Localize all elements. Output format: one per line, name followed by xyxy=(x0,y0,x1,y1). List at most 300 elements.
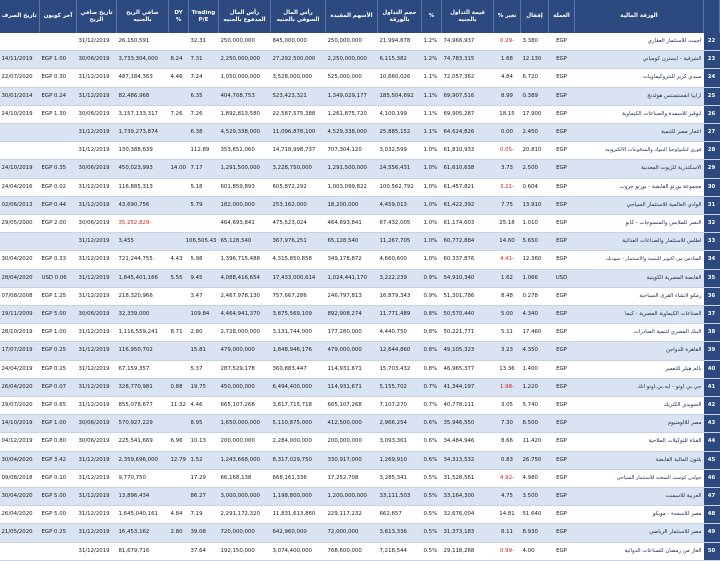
currency: EGP xyxy=(549,451,575,469)
close-price: 17.460 xyxy=(521,324,549,342)
trading-volume: 16,879,343 xyxy=(378,287,422,305)
last-coupon: EGP 0.44 xyxy=(40,196,77,214)
trading-volume: 100,562,792 xyxy=(378,178,422,196)
currency: EGP xyxy=(549,415,575,433)
row-number: 26 xyxy=(704,105,720,123)
dividend-yield xyxy=(169,124,189,142)
table-row xyxy=(0,215,720,233)
trading-volume: 5,155,702 xyxy=(378,378,422,396)
trading-value: 49,105,323 xyxy=(442,342,494,360)
trading-value: 32,676,004 xyxy=(442,506,494,524)
table-row xyxy=(0,142,720,160)
security-name: القناة للتوكيلات الملاحية xyxy=(575,433,704,451)
security-name: جولدن كوست السخنة للاستثمار السياحي xyxy=(575,469,704,487)
market-share-percent: 1.0% xyxy=(422,233,442,251)
currency: EGP xyxy=(549,142,575,160)
listed-shares: 479,000,000 xyxy=(326,342,378,360)
table-row xyxy=(0,397,720,415)
close-price: 1.066 xyxy=(521,269,549,287)
security-name: القابضة المصرية الكويتية xyxy=(575,269,704,287)
security-name: الشرقية - ايسترن كومباني xyxy=(575,51,704,69)
net-profit: 225,541,669 xyxy=(117,433,169,451)
dividend-yield xyxy=(169,306,189,324)
table-row xyxy=(0,378,720,396)
trading-volume: 6,115,382 xyxy=(378,51,422,69)
currency: EGP xyxy=(549,33,575,51)
paid-capital: 192,150,000 xyxy=(219,542,271,560)
close-price: 1.010 xyxy=(521,215,549,233)
listed-shares: 250,000,000 xyxy=(326,33,378,51)
net-profit: 1,645,040,161 xyxy=(117,506,169,524)
trading-volume: 21,994,678 xyxy=(378,33,422,51)
table-row xyxy=(0,124,720,142)
listed-shares: 525,000,000 xyxy=(326,69,378,87)
security-name: مصر للاستثمار الرياضي xyxy=(575,524,704,542)
trading-value: 35,946,550 xyxy=(442,415,494,433)
payment-date: 30/04/2020 xyxy=(0,251,40,269)
security-name: بالم هيلز للتعمير xyxy=(575,360,704,378)
listed-shares: 1,200,000,000 xyxy=(326,488,378,506)
market-share-percent: 1.1% xyxy=(422,69,442,87)
market-share-percent: 0.8% xyxy=(422,360,442,378)
change-percent: 8.66 xyxy=(494,433,521,451)
trading-pe xyxy=(189,215,219,233)
net-profit-date-header: تاريخ صافي الربح xyxy=(77,0,117,33)
currency: EGP xyxy=(549,233,575,251)
market-share-percent: 0.5% xyxy=(422,542,442,560)
listed-shares: 707,304,120 xyxy=(326,142,378,160)
net-profit: -35,252,829 xyxy=(117,215,169,233)
net-profit-date: 31/12/2019 xyxy=(77,378,117,396)
paid-capital: 1,050,000,000 xyxy=(219,69,271,87)
change-percent: 3.73 xyxy=(494,160,521,178)
row-number: 37 xyxy=(704,306,720,324)
listed-shares: 464,693,841 xyxy=(326,215,378,233)
close-price: 12.130 xyxy=(521,51,549,69)
payment-date: 09/08/2018 xyxy=(0,469,40,487)
net-profit-date: 31/12/2019 xyxy=(77,178,117,196)
table-row xyxy=(0,433,720,451)
last-coupon: EGP 0.33 xyxy=(40,251,77,269)
listed-shares: 1,024,441,170 xyxy=(326,269,378,287)
table-row xyxy=(0,342,720,360)
market-share-percent: 0.7% xyxy=(422,378,442,396)
payment-date: 17/07/2019 xyxy=(0,342,40,360)
paid-capital: 2,467,978,130 xyxy=(219,287,271,305)
security-name: جي بي اوتو - ايه.بي.اوتو انك xyxy=(575,378,704,396)
market-cap: 11,096,878,100 xyxy=(271,124,326,142)
trading-pe: 7.17 xyxy=(189,160,219,178)
last-coupon: EGP 0.24 xyxy=(40,87,77,105)
payment-date: 24/10/2019 xyxy=(0,160,40,178)
header-row xyxy=(0,0,720,33)
market-cap: 845,000,000 xyxy=(271,33,326,51)
trading-value-header: قيمة التداول بالجنيه xyxy=(442,0,494,33)
paid-capital: 4,529,338,000 xyxy=(219,124,271,142)
currency: EGP xyxy=(549,287,575,305)
currency: EGP xyxy=(549,324,575,342)
security-name: اعمار مصر للتنمية xyxy=(575,124,704,142)
paid-capital: 601,859,893 xyxy=(219,178,271,196)
security-name: الوادي العالمية للاستثمار السياحي xyxy=(575,196,704,214)
currency: EGP xyxy=(549,196,575,214)
close-price: 11.420 xyxy=(521,433,549,451)
dividend-yield: 8.71 xyxy=(169,324,189,342)
trading-volume: 10,660,026 xyxy=(378,69,422,87)
close-price: 5.650 xyxy=(521,233,549,251)
trading-value: 34,484,946 xyxy=(442,433,494,451)
payment-date: 14/11/2019 xyxy=(0,51,40,69)
listed-shares: 177,280,000 xyxy=(326,324,378,342)
net-profit: 13,896,434 xyxy=(117,488,169,506)
trading-volume-header: حجم التداول بالورقة xyxy=(378,0,422,33)
currency: EGP xyxy=(549,360,575,378)
market-cap: 757,667,286 xyxy=(271,287,326,305)
paid-capital: 1,243,668,000 xyxy=(219,451,271,469)
net-profit: 26,150,591 xyxy=(117,33,169,51)
change-percent: 18.15 xyxy=(494,105,521,123)
trading-value: 61,810,933 xyxy=(442,142,494,160)
net-profit: 116,885,313 xyxy=(117,178,169,196)
trading-value: 61,174,603 xyxy=(442,215,494,233)
trading-pe: 7.31 xyxy=(189,51,219,69)
listed-shares: 768,600,000 xyxy=(326,542,378,560)
market-cap: 2,284,000,000 xyxy=(271,433,326,451)
trading-value: 41,344,197 xyxy=(442,378,494,396)
change-percent: 14.60 xyxy=(494,233,521,251)
trading-pe: 8.95 xyxy=(189,415,219,433)
dividend-yield: 14.00 xyxy=(169,160,189,178)
net-profit-header: صافي الربح بالجنيه xyxy=(117,0,169,33)
table-row xyxy=(0,51,720,69)
trading-value: 74,783,315 xyxy=(442,51,494,69)
market-share-percent: 0.9% xyxy=(422,269,442,287)
close-price: 0.389 xyxy=(521,87,549,105)
row-number: 38 xyxy=(704,324,720,342)
trading-pe: 9.45 xyxy=(189,269,219,287)
security-name-header: الورقة المالية xyxy=(575,0,704,33)
dividend-yield: 0.88 xyxy=(169,378,189,396)
trading-value: 72,057,362 xyxy=(442,69,494,87)
row-number: 44 xyxy=(704,433,720,451)
row-number: 22 xyxy=(704,33,720,51)
net-profit: 82,486,968 xyxy=(117,87,169,105)
trading-value: 50,221,771 xyxy=(442,324,494,342)
dividend-yield xyxy=(169,287,189,305)
listed-shares-header: الأسهم المقيدة xyxy=(326,0,378,33)
security-name: اجيبت للاستثمار العقاري xyxy=(575,33,704,51)
net-profit-date: 30/06/2019 xyxy=(77,51,117,69)
payment-date: 28/10/2019 xyxy=(0,324,40,342)
market-share-percent: 0.5% xyxy=(422,506,442,524)
listed-shares: 1,261,875,720 xyxy=(326,105,378,123)
trading-volume: 15,703,432 xyxy=(378,360,422,378)
listed-shares: 114,931,671 xyxy=(326,378,378,396)
trading-volume: 33,111,503 xyxy=(378,488,422,506)
trading-volume: 24,556,431 xyxy=(378,160,422,178)
dividend-yield xyxy=(169,215,189,233)
market-share-percent: 1.0% xyxy=(422,196,442,214)
dividend-yield: 2.80 xyxy=(169,524,189,542)
security-name: مصر للاسمدة - موبكو xyxy=(575,506,704,524)
change-percent: 5.11 xyxy=(494,324,521,342)
payment-date: 02/06/2013 xyxy=(0,196,40,214)
change-percent: 8.99 xyxy=(494,87,521,105)
close-price: 2.450 xyxy=(521,124,549,142)
paid-capital: 182,000,000 xyxy=(219,196,271,214)
security-name: النصر للملابس والمنسوجات - كابو xyxy=(575,215,704,233)
payment-date: 19/11/2009 xyxy=(0,306,40,324)
trading-volume: 3,613,336 xyxy=(378,524,422,542)
currency: EGP xyxy=(549,215,575,233)
row-number: 40 xyxy=(704,360,720,378)
row-number: 25 xyxy=(704,87,720,105)
trading-pe: 6.35 xyxy=(189,87,219,105)
market-cap: 1,848,946,176 xyxy=(271,342,326,360)
dividend-yield xyxy=(169,142,189,160)
close-price: 13.910 xyxy=(521,196,549,214)
close-price: 8.500 xyxy=(521,415,549,433)
net-profit: 570,927,229 xyxy=(117,415,169,433)
table-row xyxy=(0,160,720,178)
dividend-yield xyxy=(169,542,189,560)
last-coupon: EGP 0.10 xyxy=(40,469,77,487)
market-cap: 367,976,251 xyxy=(271,233,326,251)
trading-value: 40,778,111 xyxy=(442,397,494,415)
close-price: 4.350 xyxy=(521,342,549,360)
dividend-yield-header: DY % xyxy=(169,0,189,33)
net-profit: 9,770,750 xyxy=(117,469,169,487)
trading-volume: 3,032,599 xyxy=(378,142,422,160)
trading-volume: 7,218,544 xyxy=(378,542,422,560)
change-percent: 0.00 xyxy=(494,124,521,142)
trading-value: 31,528,561 xyxy=(442,469,494,487)
trading-pe: 5.37 xyxy=(189,360,219,378)
market-cap: 3,131,744,000 xyxy=(271,324,326,342)
last-coupon: USD 0.06 xyxy=(40,269,77,287)
close-header: إقفال xyxy=(521,0,549,33)
net-profit-date: 31/12/2019 xyxy=(77,196,117,214)
net-profit-date: 31/12/2019 xyxy=(77,269,117,287)
paid-capital: 353,652,060 xyxy=(219,142,271,160)
paid-capital: 4,088,416,654 xyxy=(219,269,271,287)
payment-date: 24/04/2019 xyxy=(0,360,40,378)
net-profit-date: 30/06/2019 xyxy=(77,160,117,178)
net-profit-date: 31/12/2019 xyxy=(77,506,117,524)
net-profit-date: 30/06/2019 xyxy=(77,215,117,233)
trading-pe: 5.98 xyxy=(189,251,219,269)
listed-shares: 229,117,232 xyxy=(326,506,378,524)
last-coupon: EGP 0.80 xyxy=(40,433,77,451)
trading-value: 61,457,821 xyxy=(442,178,494,196)
paid-capital: 200,000,000 xyxy=(219,433,271,451)
market-share-percent: 0.7% xyxy=(422,397,442,415)
listed-shares: 892,908,274 xyxy=(326,306,378,324)
payment-date: 26/04/2020 xyxy=(0,506,40,524)
close-price: 51.640 xyxy=(521,506,549,524)
currency: EGP xyxy=(549,488,575,506)
market-share-percent: 0.8% xyxy=(422,342,442,360)
market-share-percent: 1.0% xyxy=(422,251,442,269)
dividend-yield: 4.46 xyxy=(169,69,189,87)
dividend-yield: 8.24 xyxy=(169,51,189,69)
security-name: السادس من اكتوبر للتنمية والاستثمار - سوديك xyxy=(575,251,704,269)
last-coupon-header: آخر كوبون xyxy=(40,0,77,33)
market-cap: 5,110,875,000 xyxy=(271,415,326,433)
table-row xyxy=(0,178,720,196)
listed-shares: 4,529,338,000 xyxy=(326,124,378,142)
table-row xyxy=(0,196,720,214)
paid-capital: 464,693,841 xyxy=(219,215,271,233)
payment-date: 22/07/2020 xyxy=(0,69,40,87)
trading-volume: 3,093,361 xyxy=(378,433,422,451)
paid-capital-header: رأس المال المدفوع بالجنيه xyxy=(219,0,271,33)
market-cap: 668,161,336 xyxy=(271,469,326,487)
trading-value: 31,373,183 xyxy=(442,524,494,542)
table-row xyxy=(0,233,720,251)
trading-value: 74,966,937 xyxy=(442,33,494,51)
change-percent-header: تغير % xyxy=(494,0,521,33)
trading-volume: 185,504,692 xyxy=(378,87,422,105)
dividend-yield: 11.32 xyxy=(169,397,189,415)
trading-volume: 4,459,013 xyxy=(378,196,422,214)
payment-date: 04/12/2019 xyxy=(0,433,40,451)
market-cap: 8,317,029,750 xyxy=(271,451,326,469)
net-profit-date: 31/12/2019 xyxy=(77,251,117,269)
payment-date: 07/08/2008 xyxy=(0,287,40,305)
close-price: 1.400 xyxy=(521,360,549,378)
net-profit-date: 31/12/2019 xyxy=(77,451,117,469)
close-price: 1.220 xyxy=(521,378,549,396)
listed-shares: 349,178,872 xyxy=(326,251,378,269)
market-share-percent: 0.6% xyxy=(422,451,442,469)
paid-capital: 479,000,000 xyxy=(219,342,271,360)
listed-shares: 665,107,268 xyxy=(326,397,378,415)
last-coupon: EGP 0.35 xyxy=(40,160,77,178)
trading-pe: 5.18 xyxy=(189,178,219,196)
dividend-yield xyxy=(169,360,189,378)
row-number: 47 xyxy=(704,488,720,506)
trading-pe: 5.79 xyxy=(189,196,219,214)
market-cap: 17,433,000,614 xyxy=(271,269,326,287)
last-coupon: EGP 0.25 xyxy=(40,360,77,378)
dividend-yield: 7.26 xyxy=(169,105,189,123)
security-name: العربية للاسمنت xyxy=(575,488,704,506)
net-profit: 721,244,755 xyxy=(117,251,169,269)
net-profit-date: 31/12/2019 xyxy=(77,524,117,542)
market-cap: 27,292,500,000 xyxy=(271,51,326,69)
trading-value: 60,337,876 xyxy=(442,251,494,269)
trading-pe: 7.26 xyxy=(189,105,219,123)
net-profit-date: 30/06/2019 xyxy=(77,415,117,433)
trading-pe: 39.08 xyxy=(189,524,219,542)
change-percent: -0.29 xyxy=(494,33,521,51)
dividend-yield xyxy=(169,342,189,360)
close-price: 5.740 xyxy=(521,397,549,415)
table-row xyxy=(0,287,720,305)
net-profit: 32,339,000 xyxy=(117,306,169,324)
paid-capital: 2,728,000,000 xyxy=(219,324,271,342)
close-price: 4.980 xyxy=(521,469,549,487)
net-profit-date: 31/12/2019 xyxy=(77,142,117,160)
currency: EGP xyxy=(549,87,575,105)
trading-pe: 106,505.43 xyxy=(189,233,219,251)
currency: EGP xyxy=(549,469,575,487)
dividend-yield xyxy=(169,196,189,214)
currency: EGP xyxy=(549,105,575,123)
paid-capital: 404,708,753 xyxy=(219,87,271,105)
table-row xyxy=(0,251,720,269)
last-coupon: EGP 0.25 xyxy=(40,342,77,360)
trading-volume: 3,285,341 xyxy=(378,469,422,487)
market-share-percent: 0.9% xyxy=(422,287,442,305)
market-cap: 4,315,850,858 xyxy=(271,251,326,269)
payment-date xyxy=(0,33,40,51)
table-row xyxy=(0,33,720,51)
change-percent: 7.75 xyxy=(494,196,521,214)
net-profit-date: 31/12/2019 xyxy=(77,33,117,51)
trading-value: 54,910,340 xyxy=(442,269,494,287)
trading-pe-header: Trading P/E xyxy=(189,0,219,33)
close-price: 12.360 xyxy=(521,251,549,269)
row-number: 31 xyxy=(704,196,720,214)
dividend-yield xyxy=(169,33,189,51)
payment-date: 28/04/2020 xyxy=(0,269,40,287)
table-header xyxy=(0,0,720,33)
row-number: 49 xyxy=(704,524,720,542)
row-number: 23 xyxy=(704,51,720,69)
market-cap: 3,817,715,718 xyxy=(271,397,326,415)
last-coupon xyxy=(40,542,77,560)
net-profit: 43,690,756 xyxy=(117,196,169,214)
dividend-yield: 12.79 xyxy=(169,451,189,469)
table-body xyxy=(0,33,720,560)
row-number: 24 xyxy=(704,69,720,87)
net-profit-date: 30/06/2019 xyxy=(77,433,117,451)
last-coupon: EGP 5.00 xyxy=(40,488,77,506)
trading-value: 51,301,786 xyxy=(442,287,494,305)
currency: EGP xyxy=(549,69,575,87)
currency: EGP xyxy=(549,542,575,560)
market-cap: 3,074,400,000 xyxy=(271,542,326,560)
row-number-header xyxy=(704,0,720,33)
paid-capital: 1,892,813,580 xyxy=(219,105,271,123)
payment-date xyxy=(0,124,40,142)
last-coupon: EGP 0.25 xyxy=(40,524,77,542)
trading-pe: 15.81 xyxy=(189,342,219,360)
change-percent: -1.98 xyxy=(494,378,521,396)
trading-pe: 19.75 xyxy=(189,378,219,396)
dividend-yield xyxy=(169,87,189,105)
last-coupon: EGP 0.65 xyxy=(40,397,77,415)
security-name: سيدي كرير للبتروكيماويات xyxy=(575,69,704,87)
listed-shares: 17,252,708 xyxy=(326,469,378,487)
trading-volume: 662,657 xyxy=(378,506,422,524)
trading-pe: 1.52 xyxy=(189,451,219,469)
table-row xyxy=(0,306,720,324)
close-price: 4.340 xyxy=(521,306,549,324)
trading-value: 61,610,638 xyxy=(442,160,494,178)
payment-date xyxy=(0,233,40,251)
net-profit: 1,845,401,166 xyxy=(117,269,169,287)
paid-capital: 450,000,000 xyxy=(219,378,271,396)
market-cap: 22,587,575,388 xyxy=(271,105,326,123)
last-coupon: EGP 0.02 xyxy=(40,178,77,196)
security-name: القاهرة للدواجن xyxy=(575,342,704,360)
listed-shares: 72,000,000 xyxy=(326,524,378,542)
table-row xyxy=(0,87,720,105)
close-price: 8.930 xyxy=(521,524,549,542)
